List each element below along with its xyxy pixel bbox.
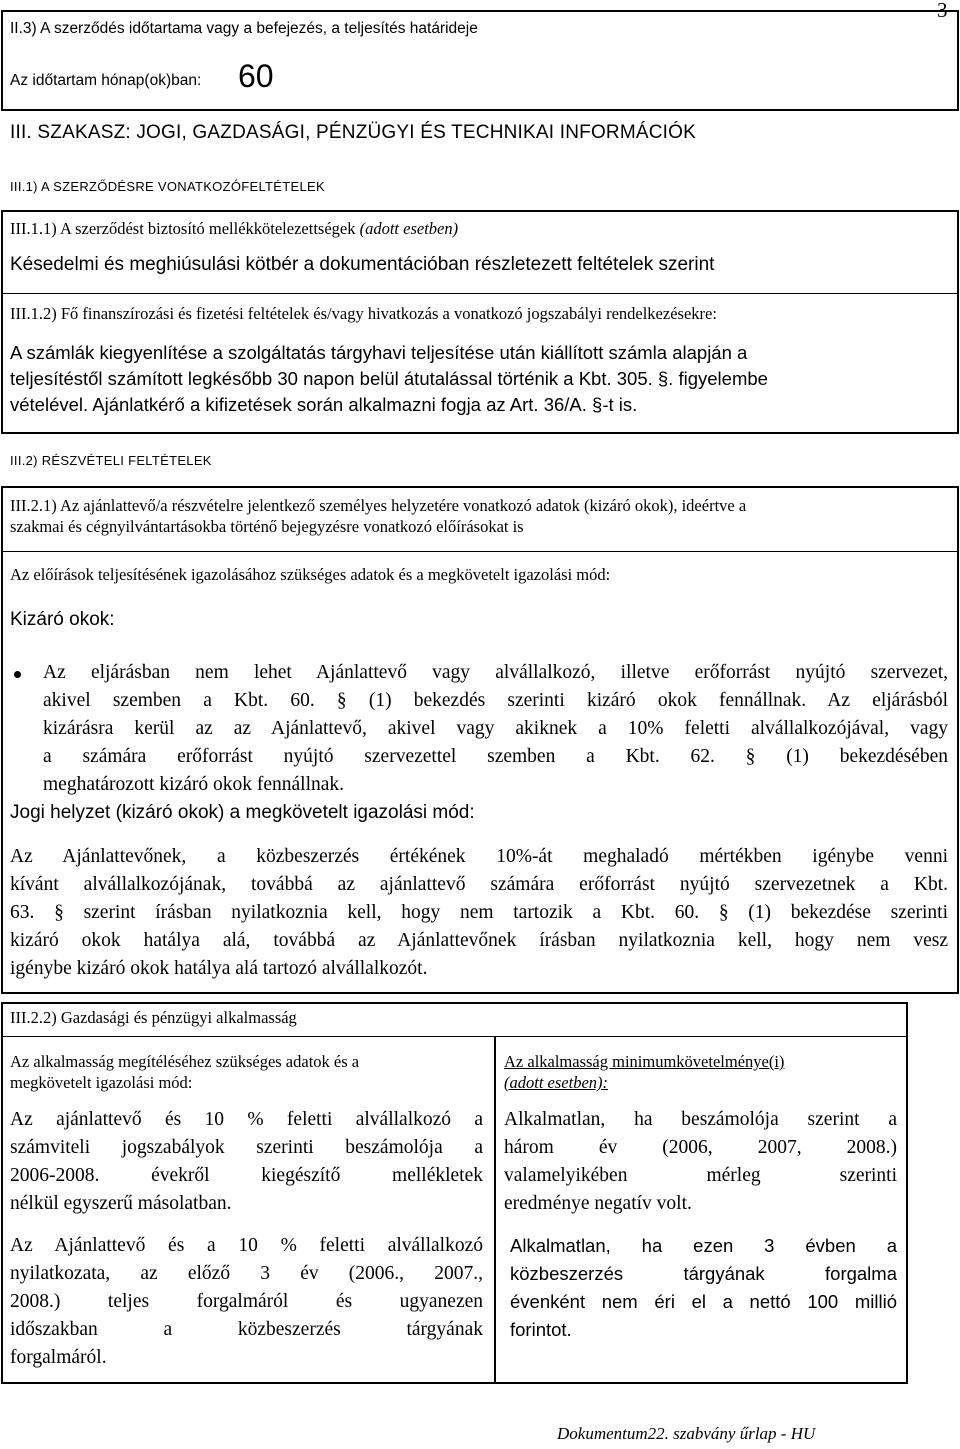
- text-line: 2006-2008. évekről kiegészítő mellékletek: [10, 1165, 483, 1186]
- text-line: Alkalmatlan, ha beszámolója szerint a: [504, 1109, 897, 1130]
- section-ii3-heading: II.3) A szerződés időtartama vagy a befejezés, a teljesítés határideje: [10, 20, 478, 37]
- text-line: akivel szemben a Kbt. 60. § (1) bekezdés szerinti kizáró okok fennállnak. Az eljárásból: [43, 690, 948, 711]
- text-line: forintot.: [510, 1319, 572, 1340]
- text-line: számviteli jogszabályok szerinti beszámolója a: [10, 1137, 483, 1158]
- divider: [1, 1036, 908, 1037]
- text-line: kívánt alvállalkozójának, továbbá az ajánlattevő számára erőforrást nyújtó szervezetnek a Kbt.: [10, 874, 948, 895]
- section-iii11-heading: [10, 219, 458, 239]
- right-header-line2: (adott esetben):: [504, 1073, 609, 1092]
- jogi-helyzet-heading: Jogi helyzet (kizáró okok) a megkövetelt igazolási mód:: [10, 802, 475, 823]
- right-header-line1: Az alkalmasság minimumkövetelménye(i): [504, 1052, 785, 1071]
- text-line: Az Ajánlattevőnek, a közbeszerzés értékének 10%-át meghaladó mértékben igénybe venni: [10, 846, 948, 867]
- section-iii21-label-line1: III.2.1) Az ajánlattevő/a részvételre jelentkező személyes helyzetére vonatkozó adatok (kizáró okok), ideértve a: [10, 496, 747, 515]
- text-line: A számlák kiegyenlítése a szolgáltatás tárgyhavi teljesítése után kiállított számla alapján a: [10, 342, 748, 363]
- text-line: vételével. Ajánlatkérő a kifizetések során alkalmazni fogja az Art. 36/A. §-t is.: [10, 394, 638, 415]
- duration-label: Az időtartam hónap(ok)ban:: [10, 72, 202, 89]
- text-line: forgalmáról.: [10, 1347, 107, 1368]
- right-paragraph-1: [504, 1106, 897, 1218]
- column-divider: [494, 1036, 496, 1384]
- text-line: nyilatkozata, az előző 3 év (2006., 2007.,: [10, 1263, 483, 1284]
- section-iii22-label: III.2.2) Gazdasági és pénzügyi alkalmasság: [10, 1008, 297, 1027]
- text-line: időszakban a közbeszerzés tárgyának: [10, 1319, 483, 1340]
- section-iii-title: III. SZAKASZ: JOGI, GAZDASÁGI, PÉNZÜGYI ÉS TECHNIKAI INFORMÁCIÓK: [10, 122, 697, 143]
- text-line: a számára erőforrást nyújtó szervezettel szemben a Kbt. 62. § (1) bekezdésében: [43, 746, 948, 767]
- text-line: Az Ajánlattevő és a 10 % feletti alvállalkozó: [10, 1235, 483, 1256]
- duration-value: 60: [238, 58, 274, 94]
- text-line: valamelyikében mérleg szerinti: [504, 1165, 897, 1186]
- section-iii11-label: III.1.1) A szerződést biztosító mellékkötelezettségek: [10, 219, 356, 238]
- left-paragraph-2: [10, 1232, 483, 1372]
- divider: [1, 293, 959, 294]
- section-iii12-label: III.1.2) Fő finanszírozási és fizetési feltételek és/vagy hivatkozás a vonatkozó jogszabályi rendelkezésekre:: [10, 304, 717, 323]
- text-line: Alkalmatlan, ha ezen 3 évben a: [510, 1235, 897, 1256]
- text-line: 63. § szerint írásban nyilatkoznia kell, hogy nem tartozik a Kbt. 60. § (1) bekezdése szerinti: [10, 902, 948, 923]
- left-paragraph-1: [10, 1106, 483, 1218]
- kizaro-okok-heading: Kizáró okok:: [10, 609, 115, 630]
- section-iii21-label-line2: szakmai és cégnyilvántartásokba történő bejegyzésre vonatkozó előírásokat is: [10, 517, 524, 536]
- text-line: 2008.) teljes forgalmáról és ugyanezen: [10, 1291, 483, 1312]
- text-line: évenként nem éri el a nettó 100 millió: [510, 1291, 897, 1312]
- page-number: 3: [937, 0, 948, 22]
- text-line: közbeszerzés tárgyának forgalma: [510, 1263, 897, 1284]
- text-line: kizáró okok hatálya alá, továbbá az Ajánlattevőnek írásban nyilatkoznia kell, hogy nem vesz: [10, 930, 948, 951]
- jogi-helyzet-text: [10, 843, 948, 983]
- kizaro-okok-bullet: [43, 659, 948, 799]
- section-iii11-note: (adott esetben): [359, 219, 459, 238]
- text-line: meghatározott kizáró okok fennállnak.: [43, 774, 345, 795]
- proof-label: Az előírások teljesítésének igazolásához szükséges adatok és a megkövetelt igazolási mód:: [10, 565, 611, 584]
- text-line: Az ajánlattevő és 10 % feletti alvállalkozó a: [10, 1109, 483, 1130]
- right-paragraph-2: [510, 1232, 897, 1344]
- left-header-line1: Az alkalmasság megítéléséhez szükséges adatok és a: [10, 1052, 360, 1071]
- text-line: teljesítéstől számított legkésőbb 30 napon belül átutalással történik a Kbt. 305. §. figyelembe: [10, 368, 768, 389]
- divider: [1, 551, 959, 552]
- text-line: három év (2006, 2007, 2008.): [504, 1137, 897, 1158]
- text-line: Az eljárásban nem lehet Ajánlattevő vagy alvállalkozó, illetve erőforrást nyújtó szervezet,: [43, 662, 948, 683]
- footer-text: Dokumentum22. szabvány űrlap - HU: [557, 1424, 816, 1443]
- text-line: nélkül egyszerű másolatban.: [10, 1193, 232, 1214]
- section-iii11-text: Késedelmi és meghiúsulási kötbér a dokumentációban részletezett feltételek szerint: [10, 254, 715, 275]
- section-iii1-heading: III.1) A SZERZŐDÉSRE VONATKOZÓFELTÉTELEK: [10, 179, 325, 194]
- section-iii12-text: [10, 340, 910, 418]
- left-header-line2: megkövetelt igazolási mód:: [10, 1073, 193, 1092]
- text-line: igénybe kizáró okok hatálya alá tartozó alvállalkozót.: [10, 958, 428, 979]
- text-line: eredménye negatív volt.: [504, 1193, 692, 1214]
- section-iii2-heading: III.2) RÉSZVÉTELI FELTÉTELEK: [10, 453, 212, 468]
- text-line: kizárásra kerül az az Ajánlattevő, akivel vagy akiknek a 10% feletti alvállalkozójával, vagy: [43, 718, 948, 739]
- bullet-icon: [14, 671, 21, 678]
